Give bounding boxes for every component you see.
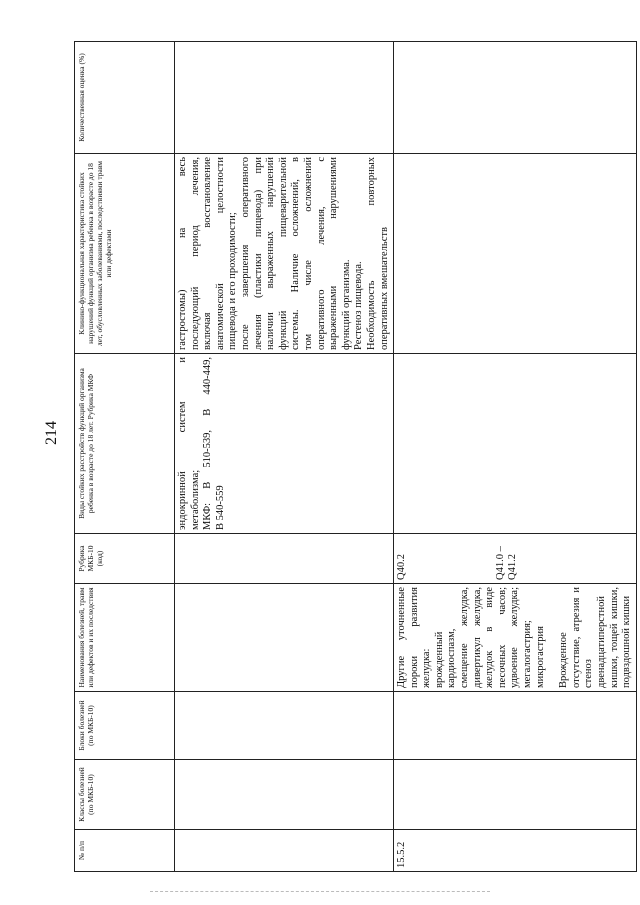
icd-code: Q41.0 – <box>494 546 506 580</box>
text-line: пороки развития <box>408 587 420 688</box>
document-page <box>74 42 633 872</box>
header-num: № п/п <box>75 830 175 872</box>
cell-num: 15.5.2 <box>394 830 637 872</box>
text-line: Другие уточненные <box>396 587 408 688</box>
text-line: пищевода и его проходимости; <box>227 212 239 350</box>
icd-code: Q40.2 <box>396 554 408 580</box>
text-line: анатомической целостности <box>214 157 226 350</box>
text-line: желудок в виде <box>484 587 496 688</box>
text-line: мегалогастрия; <box>522 620 534 688</box>
disability-criteria-table <box>74 41 637 872</box>
page-number: 214 <box>43 421 60 445</box>
text-line: В 540-559 <box>214 485 226 530</box>
text-line: после завершения оперативного <box>239 157 251 350</box>
cell-function-type <box>175 354 394 534</box>
text-line: наличии выраженных нарушений <box>265 157 277 350</box>
text-line: Рестеноз пищевода. <box>353 261 365 350</box>
header-quant: Количественная оценка (%) <box>75 42 175 154</box>
text-line: Необходимость повторных <box>365 157 377 350</box>
cell-quant <box>175 42 394 154</box>
cell-clinical <box>394 154 637 354</box>
table-header-row <box>75 42 175 872</box>
text-line: врожденный <box>433 631 445 688</box>
text-line: лечения (пластики пищевода) при <box>252 157 264 350</box>
text-line: стеноз <box>583 659 595 688</box>
text-line: кардиоспазм, <box>446 628 458 688</box>
cell-disease-class <box>175 760 394 830</box>
header-clinical: Клинико-функциональная характеристика стойких нарушений функций организма ребенка в возрасте до 18 лет, обусловленных заболеваниями, последствиями травм или дефектами <box>75 154 175 354</box>
table-row <box>394 42 637 872</box>
text-line: эндокринной систем и <box>177 357 188 530</box>
text-line: желудка: <box>421 648 433 688</box>
header-icd-code: Рубрика МКБ-10 (код) <box>75 534 175 584</box>
text-line: микрогастрия <box>534 626 546 688</box>
text-line: оперативного лечения, с <box>315 157 327 350</box>
table-row <box>175 42 394 872</box>
header-disease-class: Классы болезней (по МКБ-10) <box>75 760 175 830</box>
cell-quant <box>394 42 637 154</box>
text-line: выраженными нарушениями <box>328 157 340 350</box>
text-line: том числе осложнений <box>302 157 314 350</box>
icd-code: Q41.2 <box>507 554 519 580</box>
cell-num <box>175 830 394 872</box>
text-line: дивертикул желудка, <box>471 587 483 688</box>
cell-function-type <box>394 354 637 534</box>
text-line: гастростомы) на весь <box>177 157 188 350</box>
text-line: последующий период лечения, <box>189 157 201 350</box>
text-line: Врожденное <box>558 632 570 688</box>
text-line: смещение желудка, <box>459 587 471 688</box>
text-line: удвоение желудка; <box>509 587 521 688</box>
header-disease-name: Наименования болезней, травм или дефектов и их последствия <box>75 584 175 692</box>
header-disease-block: Блоки болезней (по МКБ-10) <box>75 692 175 760</box>
header-function-type: Виды стойких расстройств функций организма ребенка в возрасте до 18 лет. Рубрика МКФ <box>75 354 175 534</box>
text-line: кишки, тощей кишки, <box>608 587 620 688</box>
text-line: отсутствие, атрезия и <box>570 587 582 688</box>
text-line: МКФ: В 510-539, В 440-449, <box>202 357 214 530</box>
cell-icd-code <box>394 534 637 584</box>
text-line: песочных часов; <box>496 587 508 688</box>
text-line: метаболизма; <box>189 469 201 530</box>
cell-disease-name <box>175 584 394 692</box>
cell-disease-name <box>394 584 637 692</box>
cell-clinical <box>175 154 394 354</box>
text-line: включая восстановление <box>202 157 214 350</box>
text-line: функций пищеварительной <box>277 157 289 350</box>
cell-disease-class <box>394 760 637 830</box>
text-line: системы. Наличие осложнений, в <box>290 157 302 350</box>
cell-icd-code <box>175 534 394 584</box>
text-line: подвздошной кишки <box>621 595 633 688</box>
cell-disease-block <box>175 692 394 760</box>
cell-disease-block <box>394 692 637 760</box>
text-line: двенадцатиперстной <box>596 595 607 688</box>
text-line: функций организма. <box>340 259 352 350</box>
text-line: оперативных вмешательств <box>378 227 390 350</box>
scan-artifact <box>150 891 490 892</box>
